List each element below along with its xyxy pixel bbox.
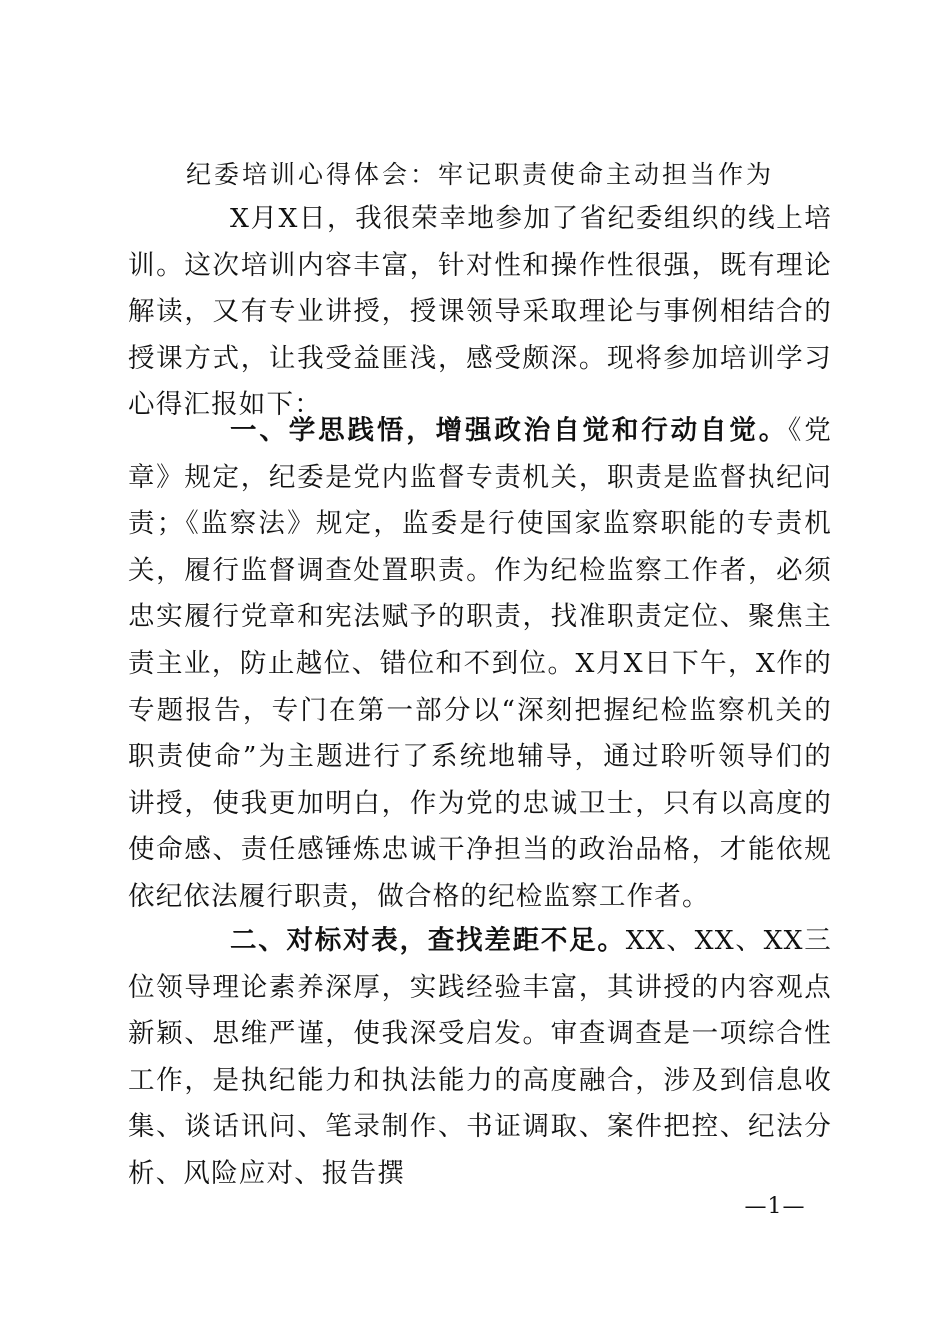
section-one-text: 《党章》规定，纪委是党内监督专责机关，职责是监督执纪问责；《监察法》规定，监委是行使国家监察职能的专责机关，履行监督调查处置职责。作为纪检监察工作者，必须忠实履行党章和宪法赋予的职责，找准职责定位、聚焦主责主业，防止越位、错位和不到位。X月X日下午，X作的专题报告，专门在第一部分以“深刻把握纪检监察机关的职责使命”为主题进行了系统地辅导，通过聆听领导们的讲授，使我更加明白，作为党的忠诚卫士，只有以高度的使命感、责任感锤炼忠诚干净担当的政治品格，才能依规依纪依法履行职责，做合格的纪检监察工作者。 (128, 415, 832, 912)
section-two-heading: 二、对标对表，查找差距不足。 (230, 925, 626, 956)
paragraph-section-one (128, 408, 832, 921)
section-two-text: XX、XX、XX三位领导理论素养深厚，实践经验丰富，其讲授的内容观点新颖、思维严谨，使我深受启发。审查调查是一项综合性工作，是执纪能力和执法能力的高度融合，涉及到信息收集、谈话讯问、笔录制作、书证调取、案件把控、纪法分析、风险应对、报告撰 (128, 925, 832, 1189)
document-title: 纪委培训心得体会：牢记职责使命主动担当作为 (185, 160, 774, 189)
paragraph-intro-text: X月X日，我很荣幸地参加了省纪委组织的线上培训。这次培训内容丰富，针对性和操作性很强，既有理论解读，又有专业讲授，授课领导采取理论与事例相结合的授课方式，让我受益匪浅，感受颇深。现将参加培训学习心得汇报如下： (128, 203, 832, 421)
section-one-heading: 一、学思践悟，增强政治自觉和行动自觉。 (230, 415, 789, 446)
page-number: —1— (744, 1194, 806, 1219)
paragraph-section-two (128, 918, 832, 1198)
paragraph-intro (128, 196, 832, 429)
